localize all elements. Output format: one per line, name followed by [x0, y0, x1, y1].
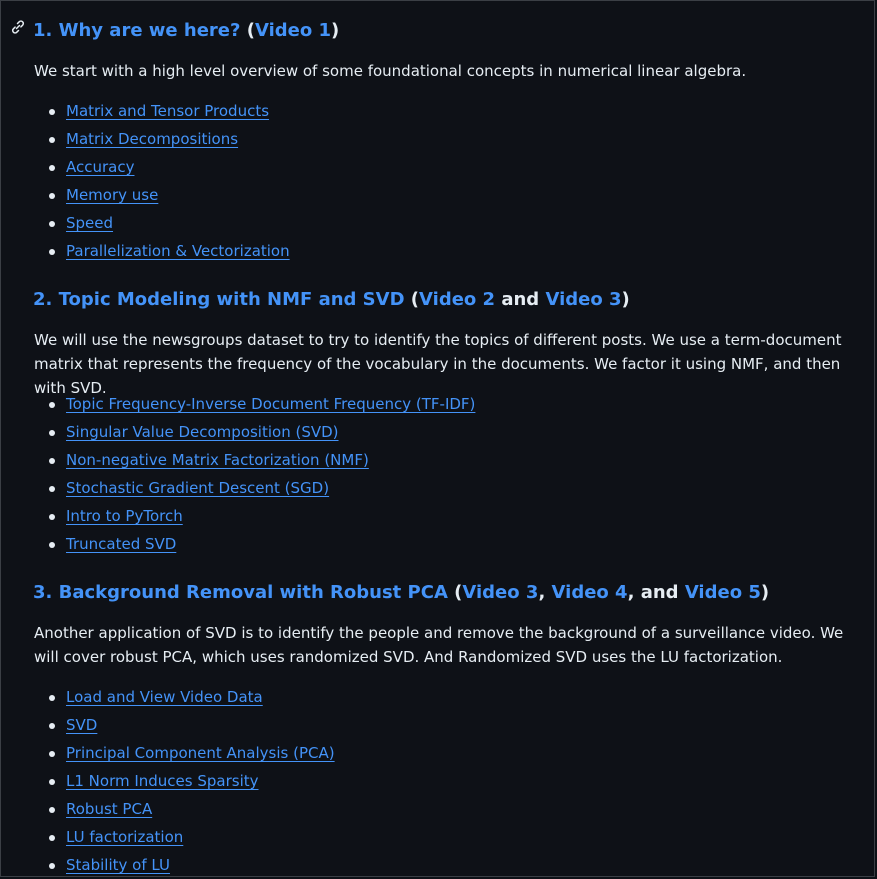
topic-link[interactable]: Load and View Video Data	[66, 688, 263, 706]
topic-link[interactable]: Robust PCA	[66, 800, 153, 818]
topic-link[interactable]: Stability of LU	[66, 856, 170, 874]
topic-link[interactable]: Non-negative Matrix Factorization (NMF)	[66, 451, 369, 469]
list-item	[34, 532, 475, 560]
list-item	[34, 504, 475, 532]
list-item	[34, 420, 475, 448]
section-1-paren-close: )	[331, 20, 340, 41]
section-3-video-4-link[interactable]: Video 4	[551, 582, 628, 603]
section-2-paren-open: (	[404, 289, 420, 310]
section-2-description: We will use the newsgroups dataset to try to identify the topics of different posts. We use a term-document matrix that represents the frequency of the vocabulary in the documents. We factor it using NMF, and then with SVD.	[34, 331, 842, 397]
section-3-video-3-link[interactable]: Video 3	[462, 582, 539, 603]
section-2-link-list	[34, 392, 475, 560]
topic-link[interactable]: SVD	[66, 716, 98, 734]
section-3-video-5-link[interactable]: Video 5	[684, 582, 761, 603]
list-item	[34, 448, 475, 476]
section-2-video-3-link[interactable]: Video 3	[545, 289, 622, 310]
section-2-separator: and	[495, 289, 546, 310]
topic-link[interactable]: Accuracy	[66, 158, 135, 176]
section-2-paren-close: )	[621, 289, 630, 310]
topic-link[interactable]: Speed	[66, 214, 114, 232]
list-item	[34, 741, 335, 769]
topic-link[interactable]: Stochastic Gradient Descent (SGD)	[66, 479, 330, 497]
section-1-paren-open: (	[240, 20, 255, 41]
list-item	[34, 392, 475, 420]
list-item	[34, 769, 335, 797]
topic-link[interactable]: Matrix Decompositions	[66, 130, 239, 148]
topic-link[interactable]: Matrix and Tensor Products	[66, 102, 270, 120]
list-item	[34, 239, 290, 267]
section-2-title: 2. Topic Modeling with NMF and SVD	[33, 289, 405, 310]
topic-link[interactable]: Truncated SVD	[66, 535, 177, 553]
topic-link[interactable]: Intro to PyTorch	[66, 507, 183, 525]
section-3-heading	[33, 581, 769, 605]
section-3-paren-open: (	[447, 582, 463, 603]
section-1-link-list	[34, 99, 290, 267]
section-3-description: Another application of SVD is to identify the people and remove the background of a surveillance video. We will cover robust PCA, which uses randomized SVD. And Randomized SVD uses the LU factorization.	[34, 624, 844, 666]
section-1-description: We start with a high level overview of some foundational concepts in numerical linear algebra.	[34, 62, 747, 80]
section-1-title: 1. Why are we here?	[33, 20, 241, 41]
list-item	[34, 183, 290, 211]
list-item	[34, 211, 290, 239]
topic-link[interactable]: Topic Frequency-Inverse Document Frequency (TF-IDF)	[66, 395, 476, 413]
link-icon[interactable]	[10, 19, 26, 35]
section-3-link-list	[34, 685, 335, 879]
section-3-separator-2: , and	[627, 582, 685, 603]
list-item	[34, 713, 335, 741]
section-3-title: 3. Background Removal with Robust PCA	[33, 582, 448, 603]
topic-link[interactable]: Singular Value Decomposition (SVD)	[66, 423, 339, 441]
list-item	[34, 127, 290, 155]
list-item	[34, 99, 290, 127]
list-item	[34, 853, 335, 879]
list-item	[34, 155, 290, 183]
topic-link[interactable]: LU factorization	[66, 828, 184, 846]
section-2-video-2-link[interactable]: Video 2	[419, 289, 496, 310]
section-3-paren-close: )	[760, 582, 770, 603]
section-1-video-1-link[interactable]: Video 1	[254, 20, 331, 41]
list-item	[34, 685, 335, 713]
topic-link[interactable]: Memory use	[66, 186, 159, 204]
section-3-separator-1: ,	[538, 582, 552, 603]
list-item	[34, 797, 335, 825]
section-1-heading	[33, 19, 339, 43]
topic-link[interactable]: Principal Component Analysis (PCA)	[66, 744, 335, 762]
list-item	[34, 476, 475, 504]
topic-link[interactable]: L1 Norm Induces Sparsity	[66, 772, 259, 790]
section-2-heading	[33, 288, 630, 312]
topic-link[interactable]: Parallelization & Vectorization	[66, 242, 290, 260]
list-item	[34, 825, 335, 853]
